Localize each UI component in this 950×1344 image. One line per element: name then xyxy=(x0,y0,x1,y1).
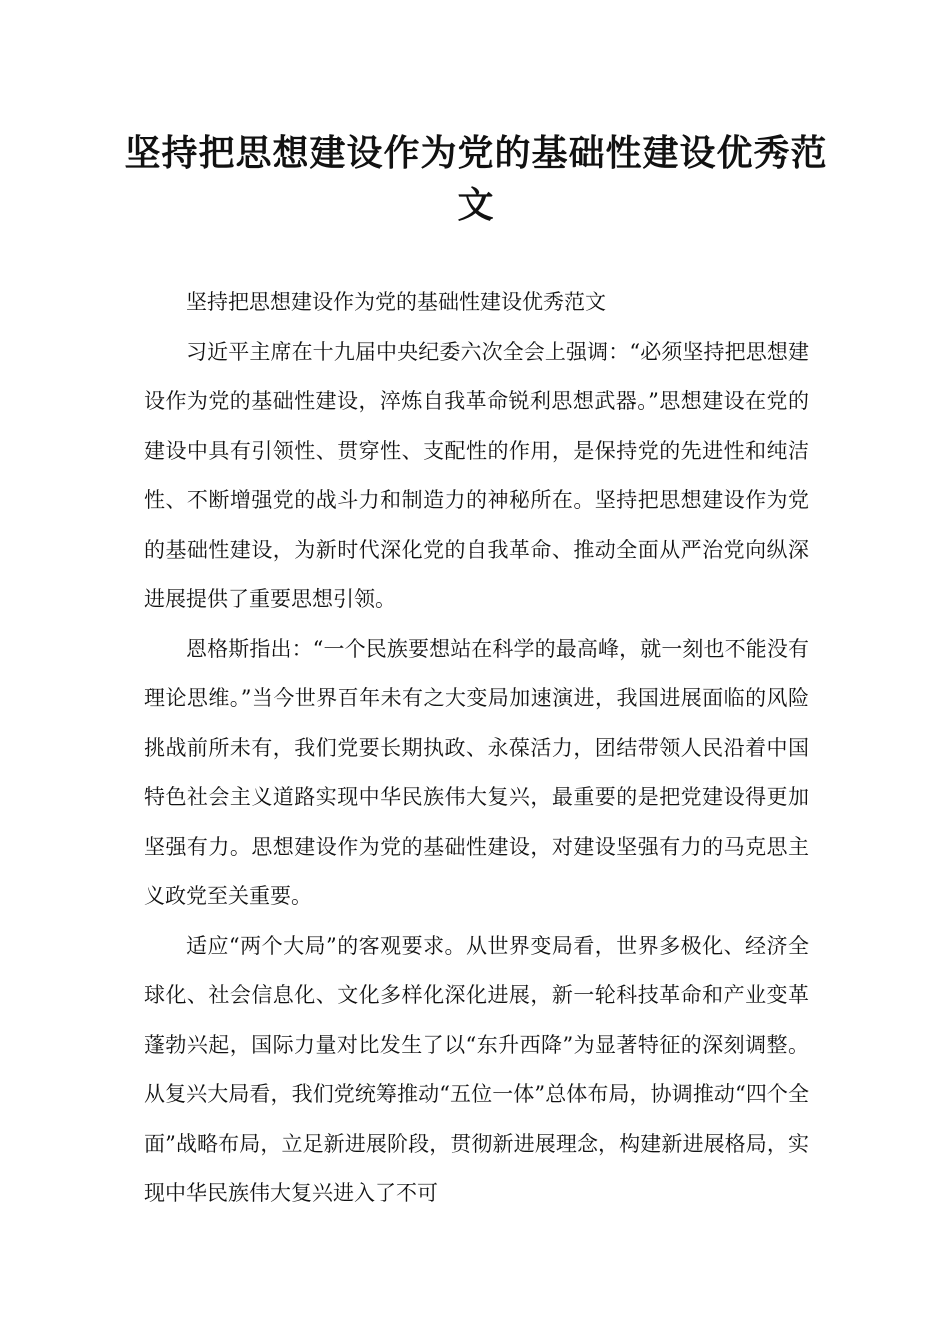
document-title: 坚持把思想建设作为党的基础性建设优秀范文 xyxy=(124,133,828,226)
paragraph-two-overall-situations: 适应“两个大局”的客观要求。从世界变局看，世界多极化、经济全球化、社会信息化、文化多样化深化进展，新一轮科技革命和产业变革蓬勃兴起，国际力量对比发生了以“东升西降”为显著特征的深刻调整。从复兴大局看，我们党统筹推动“五位一体”总体布局，协调推动“四个全面”战略布局，立足新进展阶段，贯彻新进展理念，构建新进展格局，实现中华民族伟大复兴进入了不可 xyxy=(144,933,809,1205)
document-body xyxy=(144,278,809,1219)
paragraph-engels-quote: 恩格斯指出：“一个民族要想站在科学的最高峰，就一刻也不能没有理论思维。”当今世界百年未有之大变局加速演进，我国进展面临的风险挑战前所未有，我们党要长期执政、永葆活力，团结带领人民沿着中国特色社会主义道路实现中华民族伟大复兴，最重要的是把党建设得更加坚强有力。思想建设作为党的基础性建设，对建设坚强有力的马克思主义政党至关重要。 xyxy=(144,636,809,908)
paragraph-subtitle: 坚持把思想建设作为党的基础性建设优秀范文 xyxy=(186,290,606,314)
paragraph-intro: 习近平主席在十九届中央纪委六次全会上强调：“必须坚持把思想建设作为党的基础性建设，淬炼自我革命锐利思想武器。”思想建设在党的建设中具有引领性、贯穿性、支配性的作用，是保持党的先进性和纯洁性、不断增强党的战斗力和制造力的神秘所在。坚持把思想建设作为党的基础性建设，为新时代深化党的自我革命、推动全面从严治党向纵深进展提供了重要思想引领。 xyxy=(144,339,809,611)
